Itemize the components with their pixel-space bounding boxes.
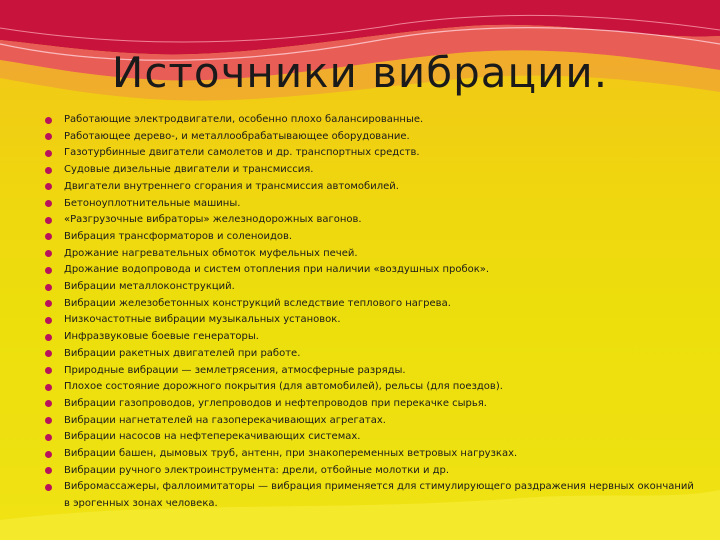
list-item-text: Двигатели внутреннего сгорания и трансмиссия автомобилей. <box>64 180 399 192</box>
bullet-icon <box>45 150 52 157</box>
list-item-text: Газотурбинные двигатели самолетов и др. транспортных средств. <box>64 147 420 159</box>
list-item <box>40 129 700 146</box>
list-item <box>40 329 700 346</box>
list-item <box>40 279 700 296</box>
list-item-text: Дрожание нагревательных обмоток муфельных печей. <box>64 247 358 259</box>
bullet-icon <box>45 400 52 407</box>
list-item <box>40 479 700 512</box>
bullet-icon <box>45 484 52 491</box>
bullet-icon <box>45 233 52 240</box>
list-item <box>40 346 700 363</box>
list-item <box>40 145 700 162</box>
list-item-text: Вибрации газопроводов, углепроводов и нефтепроводов при перекачке сырья. <box>64 397 487 409</box>
bullet-icon <box>45 350 52 357</box>
list-item <box>40 179 700 196</box>
list-item-text: Работающее дерево-, и металлообрабатывающее оборудование. <box>64 130 410 142</box>
bullet-icon <box>45 117 52 124</box>
list-item-text: Бетоноуплотнительные машины. <box>64 197 241 209</box>
list-item-text: Судовые дизельные двигатели и трансмиссия. <box>64 164 314 176</box>
bullet-icon <box>45 451 52 458</box>
list-item-text: Дрожание водопровода и систем отопления при наличии «воздушных пробок». <box>64 264 490 276</box>
bullet-icon <box>45 133 52 140</box>
list-item <box>40 396 700 413</box>
slide-title: Источники вибрации. <box>111 48 609 97</box>
list-item <box>40 429 700 446</box>
bullet-list <box>40 112 700 513</box>
list-item-text: Вибрации ракетных двигателей при работе. <box>64 347 301 359</box>
bullet-icon <box>45 284 52 291</box>
list-item-text: Вибрации металлоконструкций. <box>64 281 235 293</box>
bullet-icon <box>45 417 52 424</box>
list-item-text: Вибрация трансформаторов и соленоидов. <box>64 230 293 242</box>
list-item <box>40 262 700 279</box>
bullet-icon <box>45 434 52 441</box>
list-item <box>40 296 700 313</box>
bullet-icon <box>45 217 52 224</box>
list-item <box>40 196 700 213</box>
bullet-icon <box>45 334 52 341</box>
bullet-icon <box>45 367 52 374</box>
bullet-icon <box>45 167 52 174</box>
list-item-text: Вибромассажеры, фаллоимитаторы — вибрация применяется для стимулирующего раздражения нервных окончаний в эрогенных зонах человека. <box>64 481 694 510</box>
list-item-text: Вибрации ручного электроинструмента: дрели, отбойные молотки и др. <box>64 464 450 476</box>
list-item <box>40 112 700 129</box>
list-item-text: Работающие электродвигатели, особенно плохо балансированные. <box>64 114 424 125</box>
list-item-text: Низкочастотные вибрации музыкальных установок. <box>64 314 341 326</box>
list-item-text: Вибрации нагнетателей на газоперекачивающих агрегатах. <box>64 414 386 426</box>
bullet-icon <box>45 183 52 190</box>
list-item-text: Плохое состояние дорожного покрытия (для автомобилей), рельсы (для поездов). <box>64 381 503 393</box>
list-item <box>40 413 700 430</box>
bullet-icon <box>45 267 52 274</box>
bullet-icon <box>45 467 52 474</box>
bullet-icon <box>45 250 52 257</box>
list-item-text: Природные вибрации — землетрясения, атмосферные разряды. <box>64 364 406 376</box>
list-item-text: Вибрации железобетонных конструкций вследствие теплового нагрева. <box>64 297 451 309</box>
bullet-icon <box>45 317 52 324</box>
bullet-icon <box>45 384 52 391</box>
bullet-icon <box>45 300 52 307</box>
list-item-text: «Разгрузочные вибраторы» железнодорожных вагонов. <box>64 214 362 226</box>
list-item <box>40 229 700 246</box>
list-item <box>40 312 700 329</box>
list-item <box>40 463 700 480</box>
bullet-icon <box>45 200 52 207</box>
list-item <box>40 446 700 463</box>
list-item <box>40 363 700 380</box>
list-item-text: Вибрации насосов на нефтеперекачивающих системах. <box>64 431 361 443</box>
list-item <box>40 162 700 179</box>
list-item <box>40 379 700 396</box>
list-item-text: Инфразвуковые боевые генераторы. <box>64 331 259 343</box>
list-item-text: Вибрации башен, дымовых труб, антенн, при знакопеременных ветровых нагрузках. <box>64 448 518 460</box>
list-item <box>40 246 700 263</box>
list-item <box>40 212 700 229</box>
